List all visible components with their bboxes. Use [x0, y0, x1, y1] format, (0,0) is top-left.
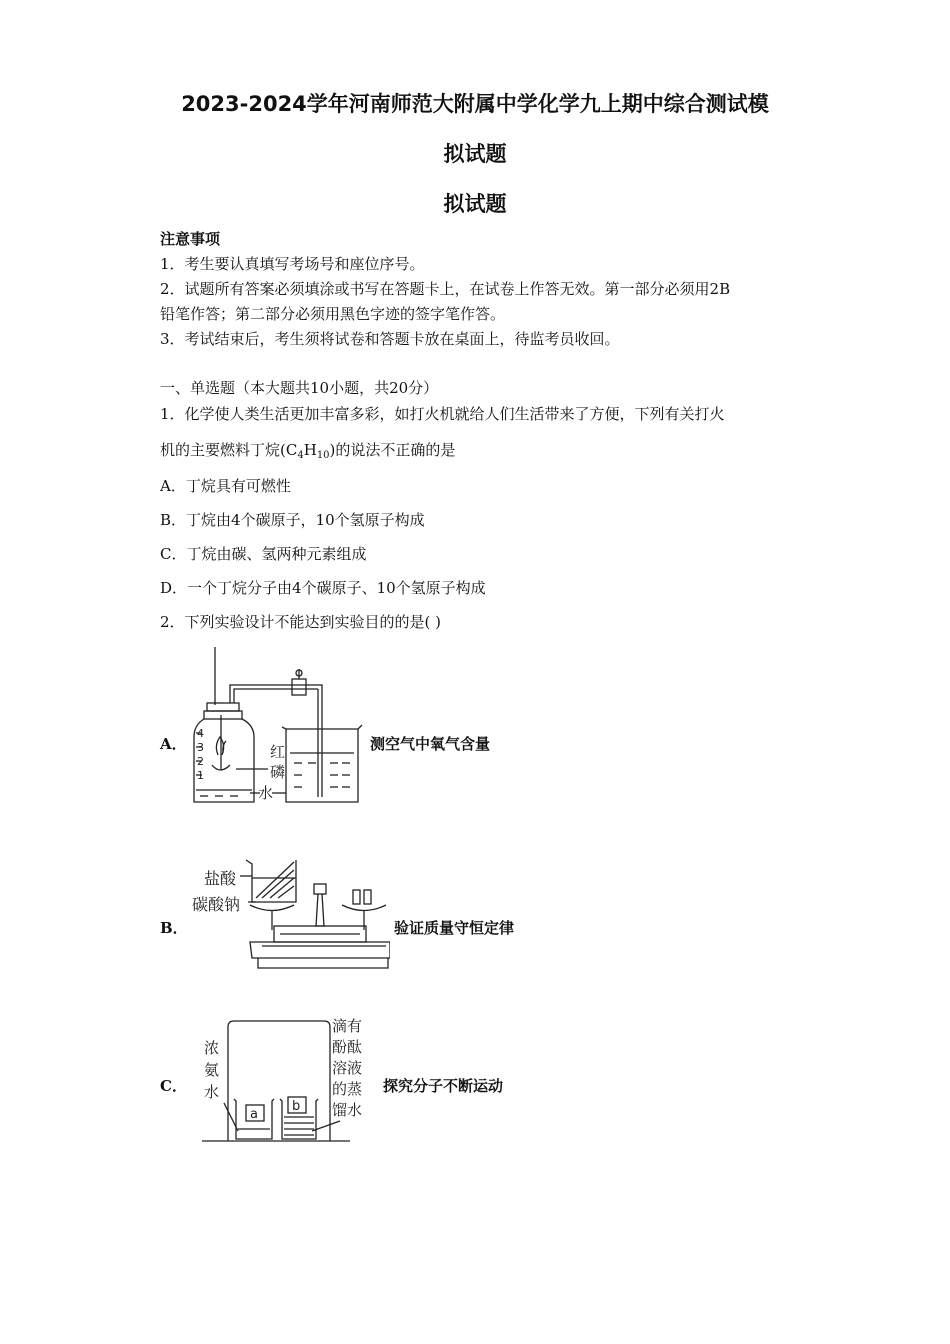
- section-heading: 一、单选题（本大题共10小题，共20分）: [160, 379, 439, 397]
- svg-text:酚酞: 酚酞: [332, 1038, 363, 1056]
- svg-text:b: b: [292, 1099, 301, 1114]
- svg-text:红: 红: [270, 743, 286, 761]
- q1-option-d: D．一个丁烷分子由4个碳原子、10个氢原子构成: [160, 579, 486, 597]
- svg-text:盐酸: 盐酸: [204, 869, 237, 888]
- svg-text:4: 4: [197, 727, 204, 740]
- q2-option-c-letter: C．: [160, 1077, 187, 1095]
- q2-stem: 2．下列实验设计不能达到实验目的的是( ): [160, 613, 442, 631]
- q2-option-b-caption: 验证质量守恒定律: [394, 919, 515, 937]
- q1-stem-line-2: 机的主要燃料丁烷$(C_4H_{10})$的说法不正确的是: [160, 441, 456, 461]
- svg-text:1: 1: [197, 769, 204, 782]
- q2-option-c-caption: 探究分子不断运动: [383, 1077, 504, 1095]
- svg-text:3: 3: [197, 741, 204, 754]
- q1-option-b: B．丁烷由4个碳原子，10个氢原子构成: [160, 511, 425, 529]
- svg-text:2: 2: [197, 755, 204, 768]
- molecular-motion-apparatus: [200, 1013, 375, 1145]
- exam-title-line-3: 拟试题: [443, 192, 507, 216]
- svg-text:水: 水: [204, 1083, 220, 1101]
- exam-title-line-2: 拟试题: [443, 142, 507, 166]
- q1-option-a: A．丁烷具有可燃性: [160, 477, 291, 495]
- svg-text:滴有: 滴有: [332, 1017, 363, 1035]
- q1-stem-line-1: 1．化学使人类生活更加丰富多彩，如打火机就给人们生活带来了方便，下列有关打火: [160, 405, 725, 423]
- svg-text:碳酸钠: 碳酸钠: [192, 895, 241, 914]
- q2-option-b-letter: B．: [160, 919, 188, 937]
- oxygen-content-apparatus: [190, 645, 370, 805]
- notice-item-2-cont: 铅笔作答；第二部分必须用黑色字迹的签字笔作答。: [160, 305, 506, 323]
- svg-text:磷: 磷: [270, 763, 286, 781]
- svg-text:的蒸: 的蒸: [332, 1080, 363, 1098]
- balance-apparatus: [190, 850, 390, 972]
- svg-text:a: a: [250, 1107, 258, 1122]
- notice-heading: 注意事项: [160, 230, 221, 248]
- q2-option-a-caption: 测空气中氧气含量: [370, 735, 491, 753]
- notice-item-2: 2．试题所有答案必须填涂或书写在答题卡上，在试卷上作答无效。第一部分必须用2B: [160, 280, 731, 298]
- svg-text:馏水: 馏水: [332, 1101, 363, 1119]
- q1-option-c: C．丁烷由碳、氢两种元素组成: [160, 545, 367, 563]
- notice-item-1: 1．考生要认真填写考场号和座位序号。: [160, 255, 425, 273]
- svg-text:氨: 氨: [204, 1061, 220, 1079]
- q2-option-a-letter: A．: [160, 735, 187, 753]
- exam-title-line-1: 2023-2024学年河南师范大附属中学化学九上期中综合测试模: [181, 92, 769, 116]
- notice-item-3: 3．考试结束后，考生须将试卷和答题卡放在桌面上，待监考员收回。: [160, 330, 620, 348]
- svg-text:水: 水: [258, 784, 274, 802]
- svg-text:浓: 浓: [204, 1039, 220, 1057]
- svg-text:溶液: 溶液: [332, 1059, 363, 1077]
